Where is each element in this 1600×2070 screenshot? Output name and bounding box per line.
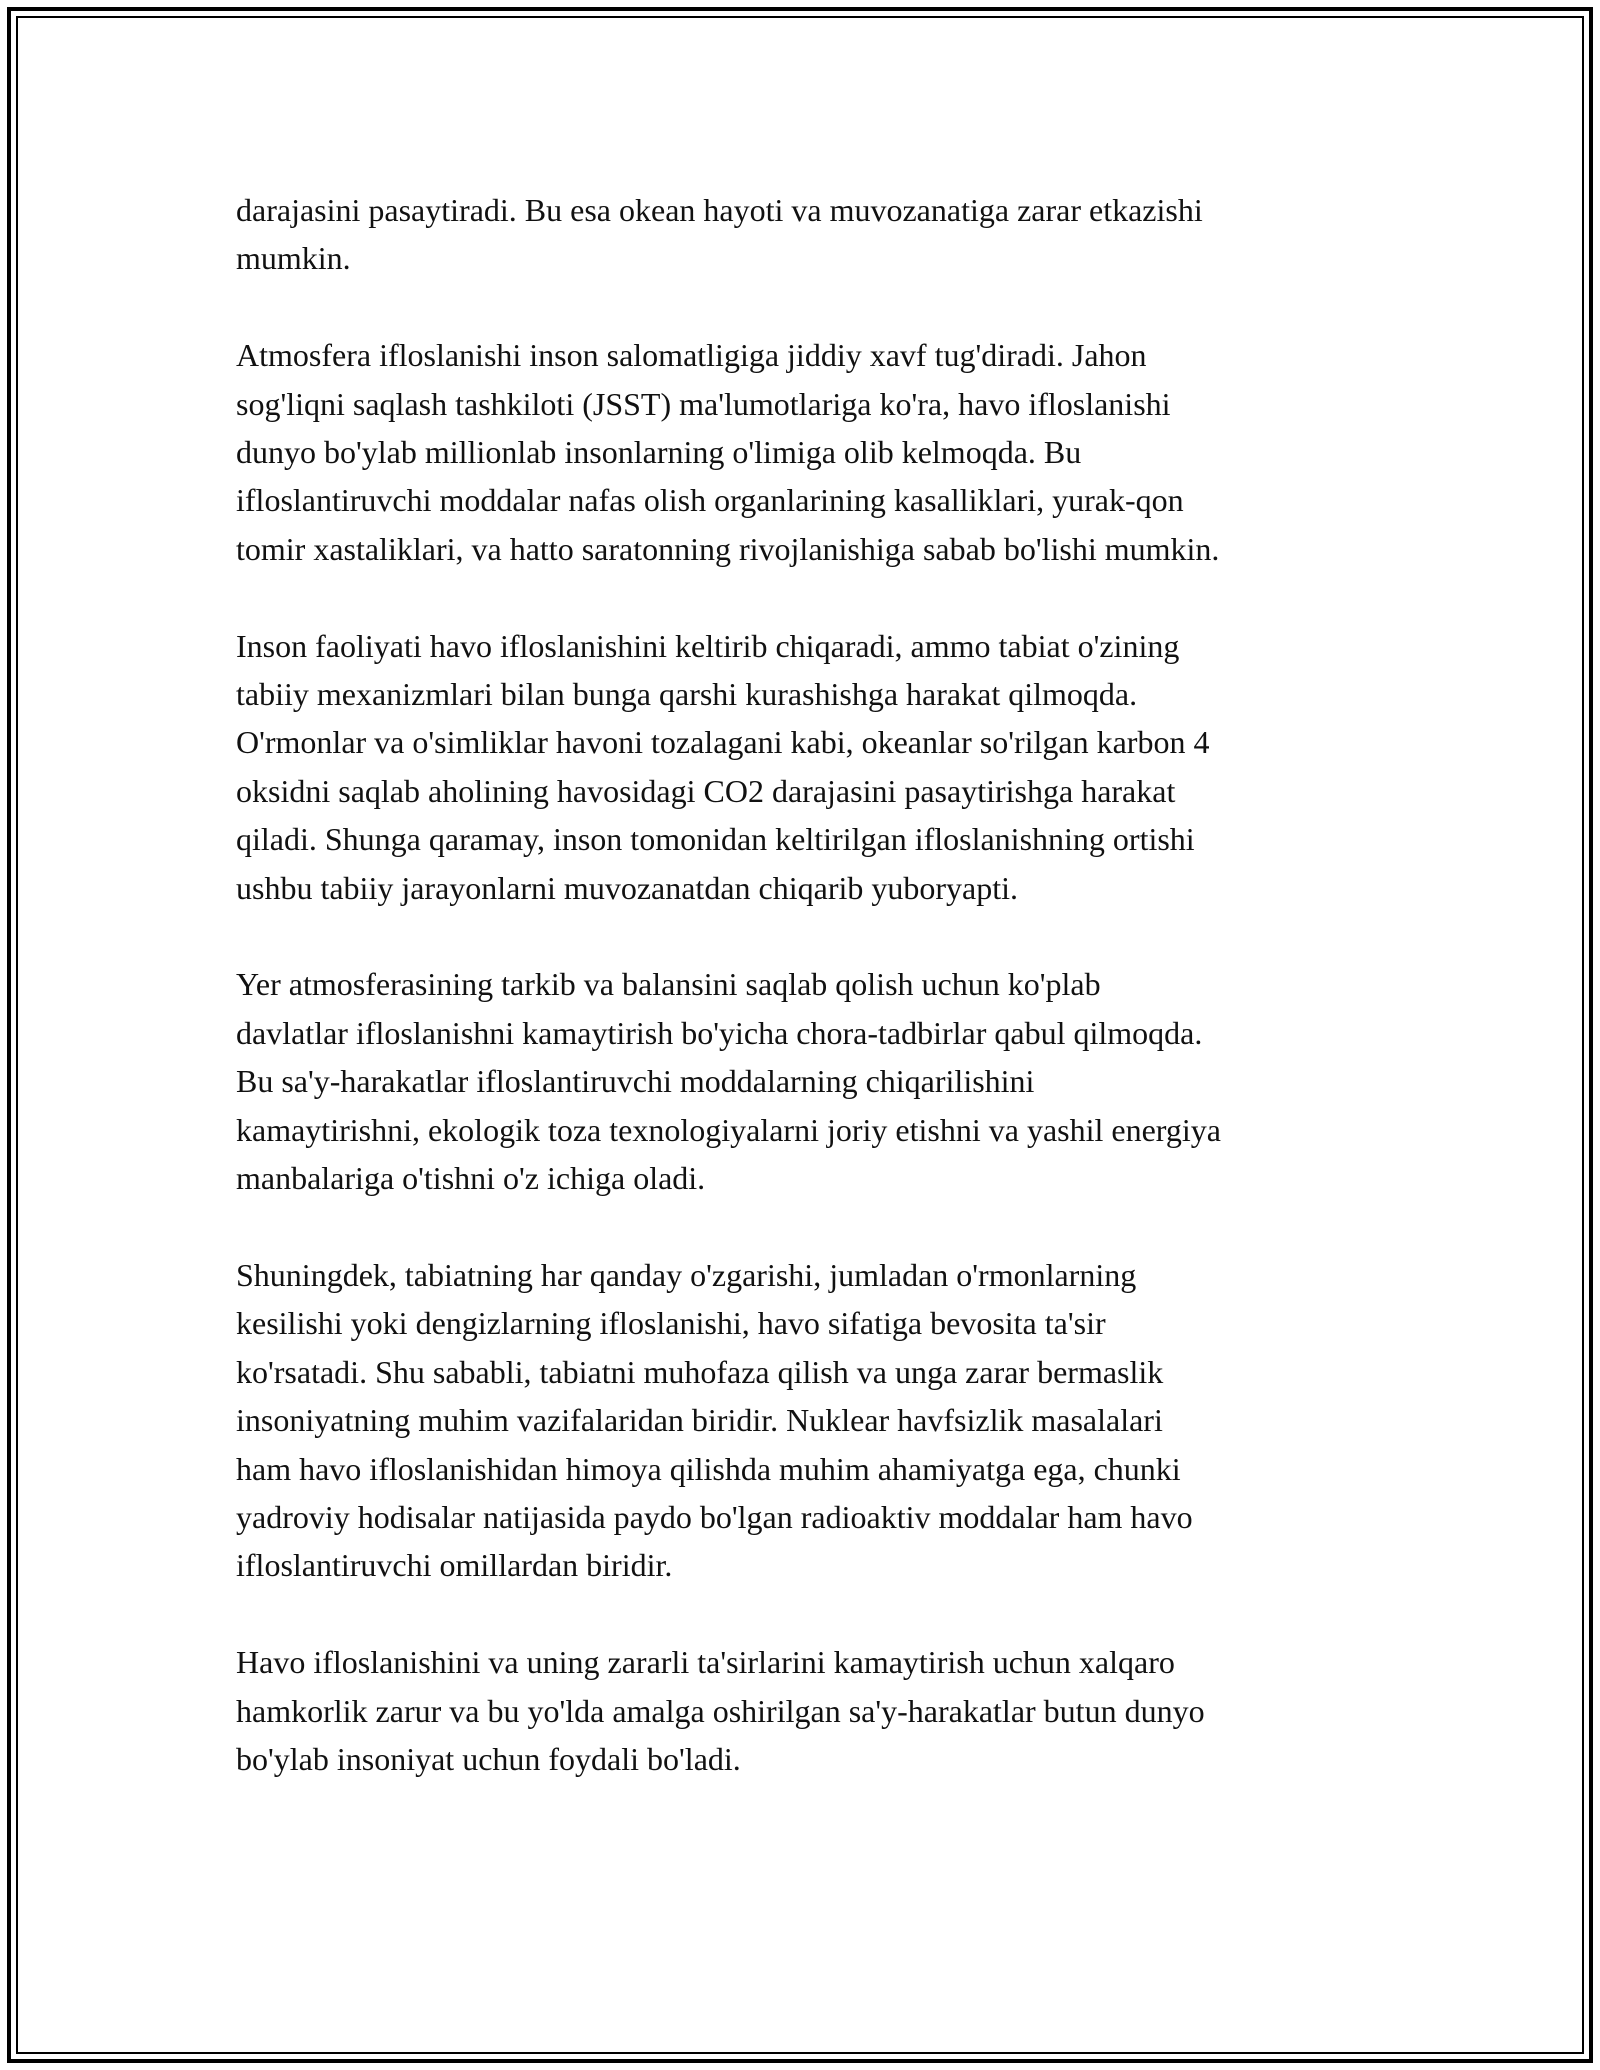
paragraph-6: Havo ifloslanishini va uning zararli ta'sirlarini kamaytirish uchun xalqaro hamkorlik zarur va bu yo'lda amalga oshirilgan sa'y-harakatlar butun dunyo bo'ylab insoniyat uchun foydali bo'ladi. xyxy=(236,1644,1205,1777)
paragraph-1: darajasini pasaytiradi. Bu esa okean hayoti va muvozanatiga zarar etkazishi mumkin. xyxy=(236,192,1203,277)
paragraph-2: Atmosfera ifloslanishi inson salomatligiga jiddiy xavf tug'diradi. Jahon sog'liqni saqlash tashkiloti (JSST) ma'lumotlariga ko'ra, havo ifloslanishi dunyo bo'ylab millionlab insonlarning o'limiga olib kelmoqda. Bu ifloslantiruvchi moddalar nafas olish organlarining kasalliklari, yurak-qon tomir xastaliklari, va hatto saratonning rivojlanishiga sabab bo'lishi mumkin. xyxy=(236,337,1220,567)
paragraph-5: Shuningdek, tabiatning har qanday o'zgarishi, jumladan o'rmonlarning kesilishi yoki dengizlarning ifloslanishi, havo sifatiga bevosita ta'sir ko'rsatadi. Shu sababli, tabiatni muhofaza qilish va unga zarar bermaslik insoniyatning muhim vazifalaridan biridir. Nuklear havfsizlik masalalari ham havo ifloslanishidan himoya qilishda muhim ahamiyatga ega, chunki yadroviy hodisalar natijasida paydo bo'lgan radioaktiv moddalar ham havo ifloslantiruvchi omillardan biridir. xyxy=(236,1256,1193,1584)
paragraph-3: Inson faoliyati havo ifloslanishini keltirib chiqaradi, ammo tabiat o'zining tabiiy mexanizmlari bilan bunga qarshi kurashishga harakat qilmoqda. O'rmonlar va o'simliklar havoni tozalagani kabi, okeanlar so'rilgan karbon 4 oksidni saqlab aholining havosidagi CO2 darajasini pasaytirishga harakat qiladi. Shunga qaramay, inson tomonidan keltirilgan ifloslanishning ortishi ushbu tabiiy jarayonlarni muvozanatdan chiqarib yuboryapti. xyxy=(236,627,1210,906)
document-body xyxy=(236,186,1376,1832)
paragraph-4: Yer atmosferasining tarkib va balansini saqlab qolish uchun ko'plab davlatlar ifloslanishni kamaytirish bo'yicha chora-tadbirlar qabul qilmoqda. Bu sa'y-harakatlar ifloslantiruvchi moddalarning chiqarilishini kamaytirishni, ekologik toza texnologiyalarni joriy etishni va yashil energiya manbalariga o'tishni o'z ichiga oladi. xyxy=(236,966,1221,1197)
